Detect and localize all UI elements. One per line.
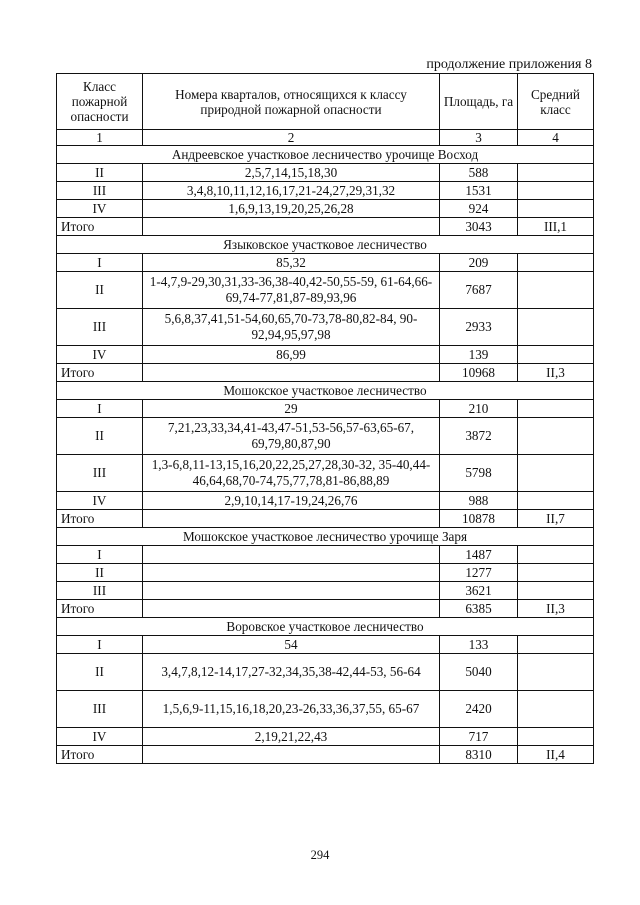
column-numbers-row: [57, 130, 594, 146]
page-number: 294: [310, 848, 330, 862]
cell-class: II: [57, 654, 143, 691]
cell-quarters: [143, 546, 440, 564]
table-row: [57, 272, 594, 309]
cell-average: [518, 164, 594, 182]
cell-area: 210: [440, 400, 518, 418]
table-row: [57, 309, 594, 346]
column-number: 1: [57, 130, 143, 146]
cell-area: 588: [440, 164, 518, 182]
cell-class: III: [57, 455, 143, 492]
cell-average: [518, 200, 594, 218]
cell-quarters: [143, 364, 440, 382]
cell-area: 10968: [440, 364, 518, 382]
table-row: [57, 636, 594, 654]
cell-area: 139: [440, 346, 518, 364]
cell-class: II: [57, 564, 143, 582]
cell-class: IV: [57, 200, 143, 218]
cell-class: Итого: [57, 510, 143, 528]
cell-average: [518, 546, 594, 564]
cell-average: [518, 492, 594, 510]
section-title: Мошокское участковое лесничество: [57, 382, 594, 400]
cell-quarters: 1,3-6,8,11-13,15,16,20,22,25,27,28,30-32, 35-40,44-46,64,68,70-74,75,77,78,81-86,88,89: [143, 455, 440, 492]
cell-average: III,1: [518, 218, 594, 236]
table-row: [57, 582, 594, 600]
cell-area: 1531: [440, 182, 518, 200]
cell-area: 5040: [440, 654, 518, 691]
cell-quarters: 3,4,8,10,11,12,16,17,21-24,27,29,31,32: [143, 182, 440, 200]
cell-quarters: 1,6,9,13,19,20,25,26,28: [143, 200, 440, 218]
column-number: 3: [440, 130, 518, 146]
section-title: Мошокское участковое лесничество урочище Заря: [57, 528, 594, 546]
cell-class: Итого: [57, 600, 143, 618]
column-number: 2: [143, 130, 440, 146]
cell-quarters: [143, 218, 440, 236]
cell-average: [518, 254, 594, 272]
cell-class: II: [57, 272, 143, 309]
cell-area: 7687: [440, 272, 518, 309]
table-body: [57, 74, 594, 764]
cell-quarters: 7,21,23,33,34,41-43,47-51,53-56,57-63,65-67, 69,79,80,87,90: [143, 418, 440, 455]
cell-area: 3043: [440, 218, 518, 236]
column-number: 4: [518, 130, 594, 146]
cell-class: I: [57, 254, 143, 272]
cell-average: II,3: [518, 364, 594, 382]
section-row: [57, 236, 594, 254]
header-row: [57, 74, 594, 130]
cell-average: [518, 346, 594, 364]
cell-area: 924: [440, 200, 518, 218]
cell-average: [518, 418, 594, 455]
header-class: Класс пожарной опасности: [57, 74, 143, 130]
cell-class: IV: [57, 346, 143, 364]
section-title: Языковское участковое лесничество: [57, 236, 594, 254]
cell-class: Итого: [57, 746, 143, 764]
cell-average: II,4: [518, 746, 594, 764]
cell-class: III: [57, 182, 143, 200]
cell-class: I: [57, 546, 143, 564]
cell-average: [518, 400, 594, 418]
cell-class: IV: [57, 492, 143, 510]
table-row: [57, 492, 594, 510]
cell-area: 988: [440, 492, 518, 510]
cell-class: II: [57, 418, 143, 455]
cell-quarters: [143, 582, 440, 600]
table-row: [57, 418, 594, 455]
table-row: [57, 346, 594, 364]
table-row: [57, 364, 594, 382]
cell-class: III: [57, 582, 143, 600]
table-row: [57, 564, 594, 582]
table-row: [57, 455, 594, 492]
cell-average: [518, 654, 594, 691]
cell-class: I: [57, 400, 143, 418]
table-row: [57, 182, 594, 200]
section-row: [57, 146, 594, 164]
fire-danger-table: [56, 73, 594, 764]
cell-class: I: [57, 636, 143, 654]
cell-quarters: 2,5,7,14,15,18,30: [143, 164, 440, 182]
cell-area: 5798: [440, 455, 518, 492]
cell-average: [518, 691, 594, 728]
cell-class: IV: [57, 728, 143, 746]
cell-quarters: 54: [143, 636, 440, 654]
cell-quarters: 5,6,8,37,41,51-54,60,65,70-73,78-80,82-84, 90-92,94,95,97,98: [143, 309, 440, 346]
cell-area: 209: [440, 254, 518, 272]
cell-quarters: 2,19,21,22,43: [143, 728, 440, 746]
cell-area: 1277: [440, 564, 518, 582]
table-row: [57, 546, 594, 564]
cell-quarters: 29: [143, 400, 440, 418]
cell-class: Итого: [57, 364, 143, 382]
cell-quarters: 86,99: [143, 346, 440, 364]
cell-average: [518, 636, 594, 654]
table-row: [57, 600, 594, 618]
appendix-caption: продолжение приложения 8: [426, 57, 592, 72]
cell-average: [518, 582, 594, 600]
cell-quarters: 2,9,10,14,17-19,24,26,76: [143, 492, 440, 510]
table-row: [57, 654, 594, 691]
section-title: Андреевское участковое лесничество урочище Восход: [57, 146, 594, 164]
cell-area: 3621: [440, 582, 518, 600]
cell-average: [518, 728, 594, 746]
cell-quarters: 3,4,7,8,12-14,17,27-32,34,35,38-42,44-53, 56-64: [143, 654, 440, 691]
cell-class: Итого: [57, 218, 143, 236]
header-area: Площадь, га: [440, 74, 518, 130]
table-row: [57, 400, 594, 418]
cell-area: 2933: [440, 309, 518, 346]
section-row: [57, 382, 594, 400]
cell-area: 717: [440, 728, 518, 746]
table-row: [57, 218, 594, 236]
cell-average: [518, 182, 594, 200]
cell-area: 1487: [440, 546, 518, 564]
table-row: [57, 164, 594, 182]
table-row: [57, 510, 594, 528]
cell-quarters: [143, 564, 440, 582]
cell-area: 6385: [440, 600, 518, 618]
cell-quarters: [143, 600, 440, 618]
section-row: [57, 618, 594, 636]
table-row: [57, 691, 594, 728]
cell-class: III: [57, 691, 143, 728]
cell-area: 133: [440, 636, 518, 654]
cell-quarters: [143, 510, 440, 528]
cell-class: III: [57, 309, 143, 346]
section-row: [57, 528, 594, 546]
cell-area: 2420: [440, 691, 518, 728]
cell-class: II: [57, 164, 143, 182]
cell-area: 10878: [440, 510, 518, 528]
cell-average: II,7: [518, 510, 594, 528]
header-quarters: Номера кварталов, относящихся к классу природной пожарной опасности: [143, 74, 440, 130]
cell-average: [518, 272, 594, 309]
cell-average: [518, 309, 594, 346]
cell-average: [518, 564, 594, 582]
cell-average: [518, 455, 594, 492]
header-average: Средний класс: [518, 74, 594, 130]
table-row: [57, 200, 594, 218]
table-row: [57, 728, 594, 746]
cell-quarters: 85,32: [143, 254, 440, 272]
cell-quarters: [143, 746, 440, 764]
table-row: [57, 746, 594, 764]
cell-area: 3872: [440, 418, 518, 455]
cell-average: II,3: [518, 600, 594, 618]
section-title: Воровское участковое лесничество: [57, 618, 594, 636]
cell-area: 8310: [440, 746, 518, 764]
cell-quarters: 1-4,7,9-29,30,31,33-36,38-40,42-50,55-59, 61-64,66-69,74-77,81,87-89,93,96: [143, 272, 440, 309]
table-row: [57, 254, 594, 272]
cell-quarters: 1,5,6,9-11,15,16,18,20,23-26,33,36,37,55, 65-67: [143, 691, 440, 728]
